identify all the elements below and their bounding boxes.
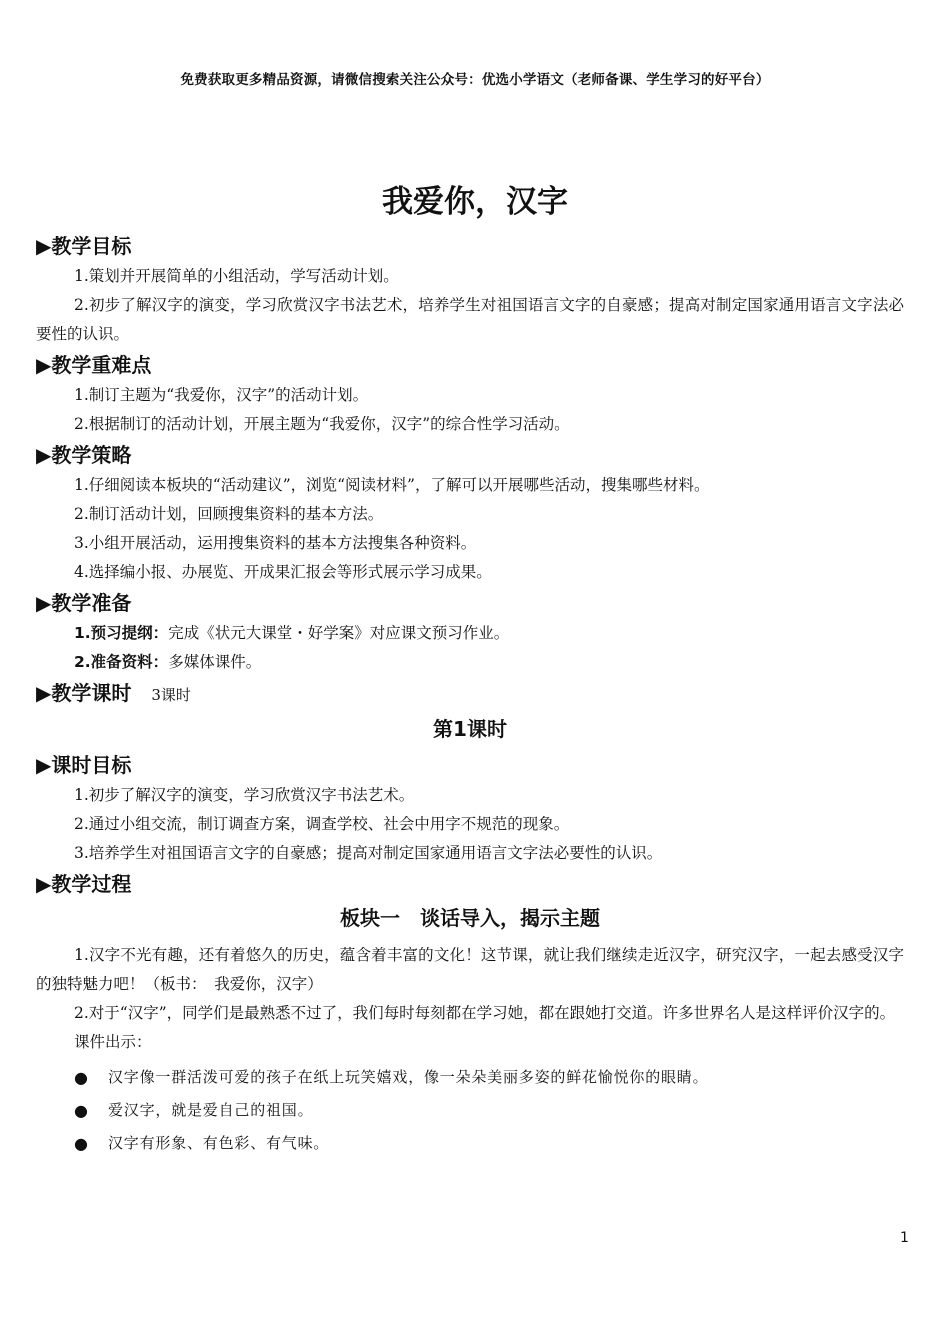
strategy-item: 1.仔细阅读本板块的“活动建议”，浏览“阅读材料”，了解可以开展哪些活动，搜集哪些材料。 [74, 476, 710, 494]
section-heading-process: ▶教学过程 [36, 872, 132, 896]
section-heading-strategy: ▶教学策略 [36, 443, 132, 467]
preparation-label: 1.预习提纲： [74, 624, 169, 642]
preparation-item [36, 619, 904, 648]
document-body [36, 230, 904, 1160]
hours-value: 3课时 [151, 686, 191, 704]
process-paragraph: 1.汉字不光有趣，还有着悠久的历史，蕴含着丰富的文化！这节课，就让我们继续走近汉字，研究汉字，一起去感受汉字的独特魅力吧！（板书： 我爱你，汉字） [36, 946, 904, 993]
goal-item: 2.初步了解汉字的演变，学习欣赏汉字书法艺术，培养学生对祖国语言文字的自豪感；提高对制定国家通用语言文字法必要性的认识。 [36, 296, 904, 343]
quote-item: ● 汉字像一群活泼可爱的孩子在纸上玩笑嬉戏，像一朵朵美丽多姿的鲜花愉悦你的眼睛。 [36, 1061, 904, 1094]
section-heading-hours [36, 680, 904, 708]
document-title: 我爱你，汉字 [382, 184, 568, 220]
process-paragraph: 2.对于“汉字”，同学们是最熟悉不过了，我们每时每刻都在学习她，都在跟她打交道。许多世界名人是这样评价汉字的。 [74, 1004, 896, 1022]
process-paragraph: 课件出示： [74, 1033, 152, 1051]
bullet-icon: ● [74, 1101, 89, 1120]
key-point-item: 1.制订主题为“我爱你，汉字”的活动计划。 [74, 386, 369, 404]
section-heading-lesson-goals: ▶课时目标 [36, 753, 132, 777]
quote-item: ● 汉字有形象、有色彩、有气味。 [36, 1127, 904, 1160]
promo-header: 免费获取更多精品资源，请微信搜索关注公众号：优选小学语文（老师备课、学生学习的好平台） [180, 72, 770, 88]
preparation-item [36, 648, 904, 677]
strategy-item: 2.制订活动计划，回顾搜集资料的基本方法。 [74, 505, 384, 523]
strategy-item: 4.选择编小报、办展览、开成果汇报会等形式展示学习成果。 [74, 563, 492, 581]
hours-label: ▶教学课时 [36, 681, 132, 705]
bullet-icon: ● [74, 1134, 89, 1153]
section-heading-goals: ▶教学目标 [36, 234, 132, 258]
bullet-icon: ● [74, 1068, 89, 1087]
preparation-text: 完成《状元大课堂・好学案》对应课文预习作业。 [168, 624, 510, 642]
section-heading-preparation: ▶教学准备 [36, 591, 132, 615]
quote-item: ● 爱汉字，就是爱自己的祖国。 [36, 1094, 904, 1127]
goal-item: 1.策划并开展简单的小组活动，学写活动计划。 [74, 267, 399, 285]
lesson-title: 第1课时 [433, 717, 507, 741]
lesson-goal-item: 1.初步了解汉字的演变，学习欣赏汉字书法艺术。 [74, 786, 415, 804]
quote-list [36, 1061, 904, 1160]
strategy-item: 3.小组开展活动，运用搜集资料的基本方法搜集各种资料。 [74, 534, 477, 552]
page-number: 1 [900, 1230, 909, 1246]
lesson-goal-item: 3.培养学生对祖国语言文字的自豪感；提高对制定国家通用语言文字法必要性的认识。 [74, 844, 663, 862]
key-point-item: 2.根据制订的活动计划，开展主题为“我爱你，汉字”的综合性学习活动。 [74, 415, 570, 433]
preparation-text: 多媒体课件。 [168, 653, 262, 671]
block-title: 板块一 谈话导入，揭示主题 [340, 906, 600, 930]
preparation-label: 2.准备资料： [74, 653, 169, 671]
lesson-goal-item: 2.通过小组交流，制订调查方案，调查学校、社会中用字不规范的现象。 [74, 815, 570, 833]
section-heading-key-points: ▶教学重难点 [36, 353, 152, 377]
